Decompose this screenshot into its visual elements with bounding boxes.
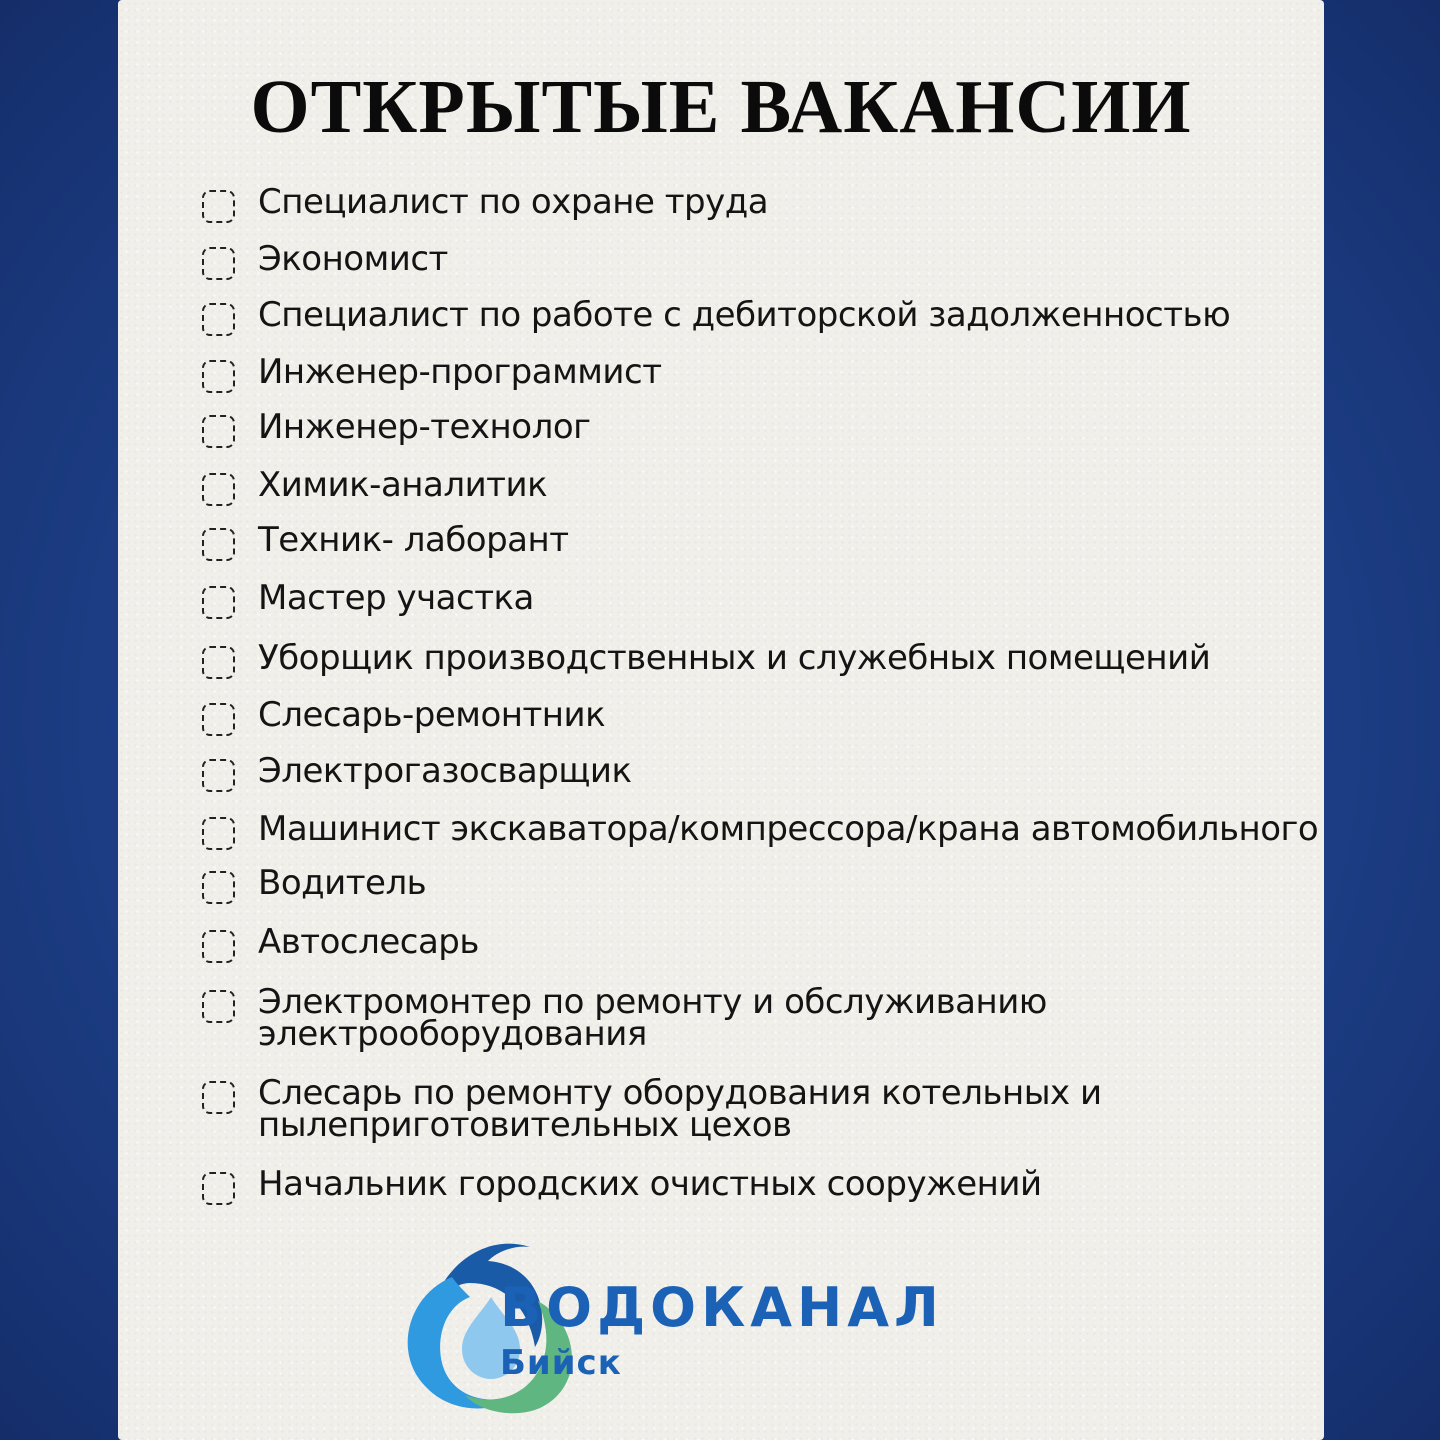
vacancy-label: Специалист по охране труда xyxy=(258,182,769,222)
vacancy-poster xyxy=(118,0,1324,1440)
vacancy-label: Экономист xyxy=(258,239,448,279)
vacancy-label: Начальник городских очистных сооружений xyxy=(258,1164,1042,1204)
vacancy-label: Машинист экскаватора/компрессора/крана автомобильного xyxy=(258,809,1319,849)
vacancy-label: Техник- лаборант xyxy=(258,520,569,560)
vacancy-label: Инженер-программист xyxy=(258,352,662,392)
vacancy-label: Инженер-технолог xyxy=(258,407,591,447)
vacancy-label: Слесарь по ремонту оборудования котельных и xyxy=(258,1073,1102,1113)
checkbox-icon xyxy=(202,473,235,506)
checkbox-icon xyxy=(202,247,235,280)
vacancy-label: Уборщик производственных и служебных помещений xyxy=(258,638,1211,678)
checkbox-icon xyxy=(202,586,235,619)
logo-city: Бийск xyxy=(500,1343,622,1383)
checkbox-icon xyxy=(202,930,235,963)
vacancy-label-continued: пылеприготовительных цехов xyxy=(258,1105,792,1145)
checkbox-icon xyxy=(202,303,235,336)
vacancy-label: Автослесарь xyxy=(258,922,479,962)
vacancy-label: Мастер участка xyxy=(258,578,534,618)
checkbox-icon xyxy=(202,1081,235,1114)
checkbox-icon xyxy=(202,190,235,223)
vacancy-label: Химик-аналитик xyxy=(258,465,548,505)
checkbox-icon xyxy=(202,990,235,1023)
checkbox-icon xyxy=(202,360,235,393)
checkbox-icon xyxy=(202,528,235,561)
vacancy-label-continued: электрооборудования xyxy=(258,1014,647,1054)
vacancy-label: Слесарь-ремонтник xyxy=(258,695,606,735)
logo-name: ВОДОКАНАЛ xyxy=(500,1276,944,1339)
checkbox-icon xyxy=(202,703,235,736)
checkbox-icon xyxy=(202,1172,235,1205)
checkbox-icon xyxy=(202,817,235,850)
checkbox-icon xyxy=(202,646,235,679)
vacancy-label: Электрогазосварщик xyxy=(258,751,632,791)
page-title: ОТКРЫТЫЕ ВАКАНСИИ xyxy=(250,65,1192,149)
vacancy-label: Электромонтер по ремонту и обслуживанию xyxy=(258,982,1047,1022)
checkbox-icon xyxy=(202,871,235,904)
vacancy-label: Водитель xyxy=(258,863,427,903)
vacancy-label: Специалист по работе с дебиторской задолженностью xyxy=(258,295,1231,335)
checkbox-icon xyxy=(202,759,235,792)
checkbox-icon xyxy=(202,415,235,448)
